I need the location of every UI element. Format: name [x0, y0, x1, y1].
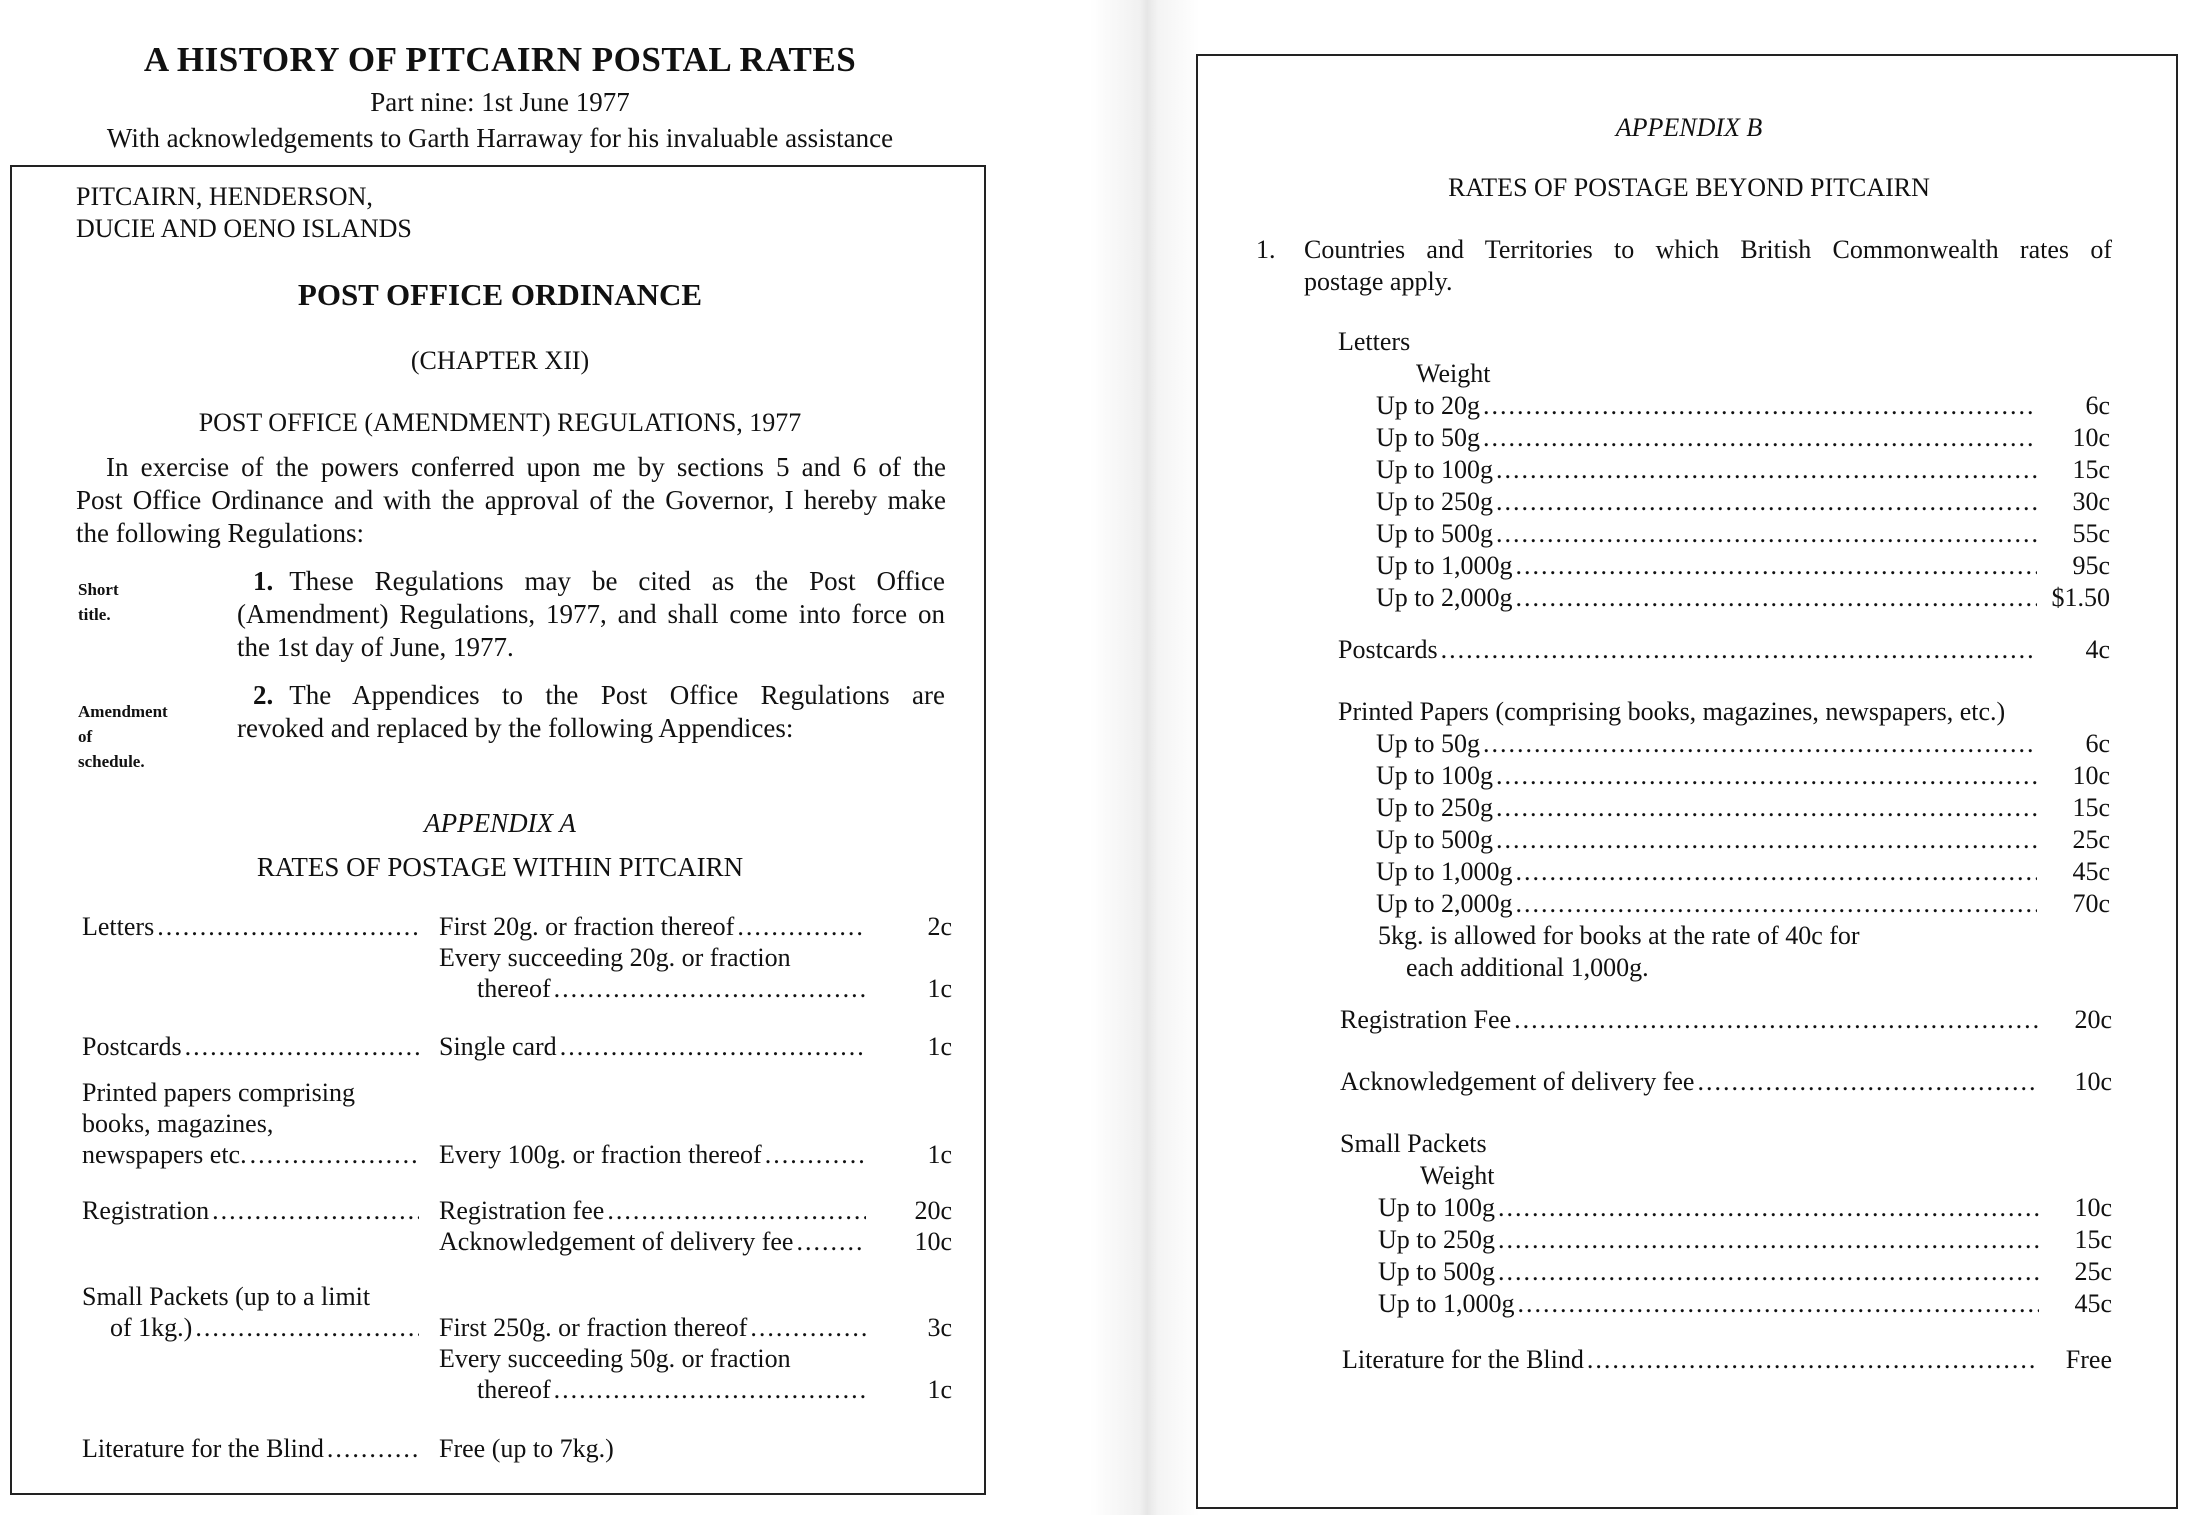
preamble — [76, 451, 946, 550]
side-note-short-title — [78, 577, 119, 627]
left-page-header — [0, 36, 1000, 156]
rate-label: Up to 100g — [1378, 1193, 1495, 1222]
rate-row — [1340, 1288, 2112, 1320]
islands-line-1: PITCAIRN, HENDERSON, — [76, 182, 373, 211]
rate-amount: 1c — [927, 974, 952, 1003]
rate-amount: 1c — [927, 1375, 952, 1404]
appendix-b-title: RATES OF POSTAGE BEYOND PITCAIRN — [1448, 173, 1930, 202]
preamble-line-1: In exercise of the powers conferred upon me by sections 5 and 6 of the — [106, 452, 946, 482]
islands-heading — [76, 181, 412, 245]
rate-row — [1338, 888, 2110, 920]
rate-category: Printed papers comprising — [82, 1078, 355, 1107]
item-number: 1. — [1256, 235, 1276, 264]
rate-amount: $1.50 — [2051, 583, 2110, 612]
rate-label: Up to 1,000g — [1376, 857, 1513, 886]
rate-row-registration — [82, 1195, 952, 1283]
rate-row — [1338, 518, 2110, 550]
page-gutter-shadow — [1090, 0, 1200, 1515]
rate-row — [1338, 422, 2110, 454]
rate-description: First 20g. or fraction thereof — [439, 912, 735, 941]
rate-row — [1338, 856, 2110, 888]
rate-label: Up to 500g — [1376, 825, 1493, 854]
rate-amount: 6c — [2085, 391, 2110, 420]
rate-row — [1338, 824, 2110, 856]
side-note-line: Amendment — [78, 702, 168, 721]
rate-amount: 45c — [2074, 1289, 2112, 1318]
side-note-line: title. — [78, 605, 111, 624]
rate-description: Free (up to 7kg.) — [439, 1434, 614, 1463]
rate-category: Small Packets (up to a limit — [82, 1282, 371, 1311]
printed-rate-list — [1338, 728, 2110, 920]
clause-2-line-2: revoked and replaced by the following Appendices: — [237, 713, 794, 743]
rate-category: Registration — [82, 1196, 210, 1225]
rate-label: Up to 100g — [1376, 455, 1493, 484]
preamble-line-3: the following Regulations: — [76, 518, 364, 548]
clause-1-number: 1. — [253, 566, 274, 596]
rate-amount: 6c — [2085, 729, 2110, 758]
appendix-b-item-1 — [1256, 234, 2112, 298]
small-packets-section — [1340, 1128, 2112, 1320]
rate-label: Up to 500g — [1378, 1257, 1495, 1286]
section-heading-letters: Letters — [1338, 327, 1411, 356]
rate-description: First 250g. or fraction thereof — [439, 1313, 748, 1342]
rate-category: Letters — [82, 912, 155, 941]
clause-2 — [237, 679, 945, 745]
rate-row-small-packets — [82, 1281, 952, 1429]
weight-label: Weight — [1416, 359, 1491, 388]
rate-label: Acknowledgement of delivery fee — [1340, 1067, 1695, 1096]
rate-amount: 15c — [2072, 793, 2110, 822]
rate-row-printed-papers — [82, 1077, 952, 1189]
rate-description: Every 100g. or fraction thereof — [439, 1140, 762, 1169]
rate-amount: 25c — [2072, 825, 2110, 854]
rate-label: Up to 50g — [1376, 729, 1480, 758]
letters-rate-list — [1338, 390, 2110, 614]
rate-amount: Free — [2065, 1345, 2112, 1374]
rate-row — [1338, 582, 2110, 614]
books-note-line-2: each additional 1,000g. — [1406, 953, 1649, 982]
rate-description: Acknowledgement of delivery fee — [439, 1227, 794, 1256]
side-note-line: Short — [78, 580, 119, 599]
article-acknowledgement: With acknowledgements to Garth Harraway for his invaluable assistance — [106, 123, 894, 153]
ordinance-title: POST OFFICE ORDINANCE — [297, 277, 703, 312]
section-heading-printed: Printed Papers (comprising books, magazines, newspapers, etc.) — [1338, 697, 2006, 726]
rate-category: of 1kg.) — [110, 1313, 193, 1342]
rate-label: Up to 20g — [1376, 391, 1480, 420]
rate-amount: 10c — [2072, 423, 2110, 452]
rate-description: Every succeeding 20g. or fraction — [439, 943, 791, 972]
rate-amount: 3c — [927, 1313, 952, 1342]
rate-label: Registration Fee — [1340, 1005, 1512, 1034]
rate-description: thereof — [477, 974, 551, 1003]
rate-description: Registration fee — [439, 1196, 605, 1225]
clause-1-line-1: These Regulations may be cited as the Post Office — [289, 566, 945, 596]
rate-description: Single card — [439, 1032, 557, 1061]
clause-2-line-1: The Appendices to the Post Office Regulations are — [289, 680, 945, 710]
chapter-label: (CHAPTER XII) — [410, 346, 590, 375]
article-subtitle: Part nine: 1st June 1977 — [370, 87, 630, 117]
rate-amount: 25c — [2074, 1257, 2112, 1286]
section-heading-small-packets: Small Packets — [1340, 1129, 1487, 1158]
rate-row-blind — [82, 1433, 952, 1469]
side-note-line: of — [78, 727, 93, 746]
rate-label: Up to 100g — [1376, 761, 1493, 790]
rate-row — [1340, 1256, 2112, 1288]
rate-label: Up to 1,000g — [1376, 551, 1513, 580]
rate-amount: 1c — [927, 1032, 952, 1061]
rate-label: Up to 250g — [1376, 793, 1493, 822]
rate-category: newspapers etc. — [82, 1140, 247, 1169]
rate-row — [1338, 792, 2110, 824]
rate-row — [1340, 1192, 2112, 1224]
rate-amount: 70c — [2072, 889, 2110, 918]
side-note-amendment — [78, 699, 168, 774]
appendix-a-label: APPENDIX A — [424, 808, 576, 838]
rate-category: Literature for the Blind — [82, 1434, 324, 1463]
preamble-line-2: Post Office Ordinance and with the approval of the Governor, I hereby make — [76, 485, 946, 515]
rate-row — [1340, 1224, 2112, 1256]
letters-section — [1338, 326, 2110, 614]
rate-row-letters — [82, 911, 952, 1035]
rate-row — [1338, 550, 2110, 582]
rate-category: books, magazines, — [82, 1109, 274, 1138]
printed-papers-section — [1338, 696, 2110, 984]
rate-label: Up to 1,000g — [1378, 1289, 1515, 1318]
rate-amount: 1c — [927, 1140, 952, 1169]
rate-description: thereof — [477, 1375, 551, 1404]
rate-row-postcards — [82, 1031, 952, 1067]
weight-label: Weight — [1420, 1161, 1495, 1190]
rate-amount: 55c — [2072, 519, 2110, 548]
rate-amount: 45c — [2072, 857, 2110, 886]
rate-row — [1338, 390, 2110, 422]
appendix-b-label: APPENDIX B — [1615, 113, 1763, 142]
rate-label: Up to 2,000g — [1376, 583, 1513, 612]
rate-amount: 10c — [914, 1227, 952, 1256]
rate-amount: 10c — [2074, 1067, 2112, 1096]
side-note-line: schedule. — [78, 752, 145, 771]
islands-line-2: DUCIE AND OENO ISLANDS — [76, 214, 412, 243]
rate-label: Up to 500g — [1376, 519, 1493, 548]
rate-row — [1338, 760, 2110, 792]
postcards-section — [1338, 634, 2110, 666]
rate-amount: 95c — [2072, 551, 2110, 580]
clause-1-line-3: the 1st day of June, 1977. — [237, 632, 514, 662]
rate-amount: 15c — [2074, 1225, 2112, 1254]
appendix-a-title: RATES OF POSTAGE WITHIN PITCAIRN — [256, 852, 744, 882]
clause-1-line-2: (Amendment) Regulations, 1977, and shall come into force on — [237, 599, 945, 629]
clause-2-number: 2. — [253, 680, 274, 710]
rate-label: Up to 50g — [1376, 423, 1480, 452]
ordinance-box — [10, 165, 986, 1495]
blind-section — [1342, 1344, 2112, 1376]
registration-section — [1340, 1004, 2112, 1036]
rate-amount: 2c — [927, 912, 952, 941]
regulations-title: POST OFFICE (AMENDMENT) REGULATIONS, 1977 — [198, 408, 802, 437]
rate-amount: 20c — [2074, 1005, 2112, 1034]
small-packets-rate-list — [1340, 1192, 2112, 1320]
appendix-a-table — [82, 911, 952, 1469]
rate-label: Up to 2,000g — [1376, 889, 1513, 918]
item-line-2: postage apply. — [1304, 267, 1453, 296]
article-title: A HISTORY OF PITCAIRN POSTAL RATES — [143, 40, 857, 79]
rate-amount: 4c — [2085, 635, 2110, 664]
rate-label: Literature for the Blind — [1342, 1345, 1584, 1374]
rate-category: Postcards — [82, 1032, 182, 1061]
books-note-line-1: 5kg. is allowed for books at the rate of 40c for — [1378, 921, 1860, 950]
rate-label: Postcards — [1338, 635, 1438, 664]
rate-amount: 20c — [914, 1196, 952, 1225]
rate-label: Up to 250g — [1378, 1225, 1495, 1254]
acknowledgement-section — [1340, 1066, 2112, 1098]
rate-label: Up to 250g — [1376, 487, 1493, 516]
item-line-1: Countries and Territories to which British Commonwealth rates of — [1304, 235, 2112, 264]
rate-amount: 15c — [2072, 455, 2110, 484]
appendix-b-box — [1196, 54, 2178, 1509]
rate-row — [1338, 728, 2110, 760]
rate-amount: 30c — [2072, 487, 2110, 516]
rate-row — [1338, 486, 2110, 518]
rate-amount: 10c — [2072, 761, 2110, 790]
rate-amount: 10c — [2074, 1193, 2112, 1222]
rate-description: Every succeeding 50g. or fraction — [439, 1344, 791, 1373]
clause-1 — [237, 565, 945, 664]
rate-row — [1338, 454, 2110, 486]
